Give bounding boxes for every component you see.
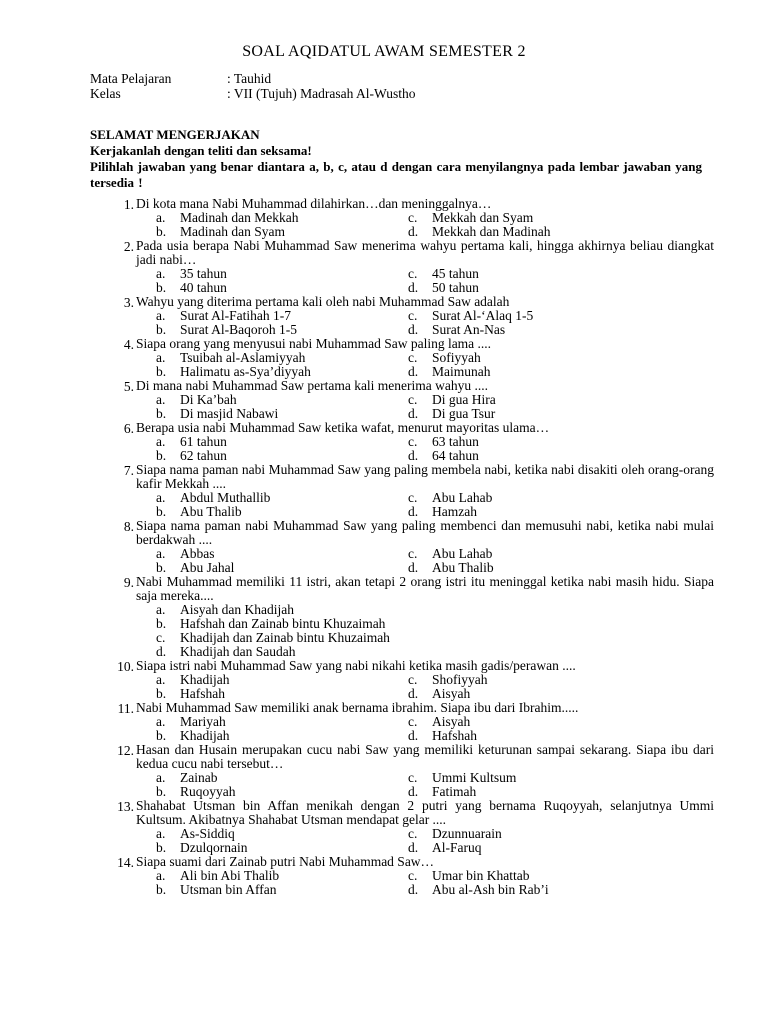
option-text: Shofiyyah bbox=[432, 672, 488, 687]
option-text: Khadijah dan Saudah bbox=[180, 644, 296, 659]
option-letter: b. bbox=[156, 728, 167, 743]
answer-option bbox=[156, 771, 408, 785]
answer-option bbox=[156, 267, 408, 281]
question-number: 2. bbox=[123, 239, 134, 254]
answer-options bbox=[156, 393, 714, 421]
answer-option bbox=[156, 393, 408, 407]
option-letter: d. bbox=[408, 322, 419, 337]
option-letter: c. bbox=[408, 434, 418, 449]
option-text: Hafshah bbox=[180, 686, 225, 701]
question-item bbox=[112, 659, 714, 701]
question-text: Nabi Muhammad Saw memiliki anak bernama ibrahim. Siapa ibu dari Ibrahim..... bbox=[136, 700, 579, 715]
question-item bbox=[112, 701, 714, 743]
answer-option bbox=[156, 631, 714, 645]
option-letter: c. bbox=[408, 350, 418, 365]
answer-option bbox=[156, 869, 408, 883]
question-number: 6. bbox=[123, 421, 134, 436]
question-number: 8. bbox=[123, 519, 134, 534]
question-text: Siapa orang yang menyusui nabi Muhammad Saw paling lama .... bbox=[136, 336, 492, 351]
option-letter: b. bbox=[156, 504, 167, 519]
option-text: 50 tahun bbox=[432, 280, 479, 295]
answer-option bbox=[156, 491, 408, 505]
answer-option bbox=[156, 729, 408, 743]
answer-option bbox=[408, 211, 648, 225]
answer-option bbox=[408, 687, 648, 701]
option-letter: c. bbox=[408, 546, 418, 561]
question-text: Di mana nabi Muhammad Saw pertama kali menerima wahyu .... bbox=[136, 378, 489, 393]
option-letter: c. bbox=[408, 392, 418, 407]
answer-option bbox=[408, 547, 648, 561]
option-letter: c. bbox=[408, 266, 418, 281]
answer-option bbox=[156, 449, 408, 463]
option-text: 61 tahun bbox=[180, 434, 227, 449]
answer-options bbox=[156, 673, 714, 701]
option-letter: b. bbox=[156, 364, 167, 379]
option-text: Di gua Tsur bbox=[432, 406, 496, 421]
meta-value: : Tauhid bbox=[227, 71, 272, 86]
instructions bbox=[90, 127, 702, 191]
option-letter: c. bbox=[408, 308, 418, 323]
answer-options bbox=[156, 827, 714, 855]
option-letter: b. bbox=[156, 224, 167, 239]
option-letter: d. bbox=[408, 280, 419, 295]
answer-option bbox=[156, 883, 408, 897]
answer-option bbox=[408, 883, 648, 897]
answer-option bbox=[408, 449, 648, 463]
option-text: Hafshah dan Zainab bintu Khuzaimah bbox=[180, 616, 386, 631]
option-text: Mekkah dan Syam bbox=[432, 210, 534, 225]
option-text: Fatimah bbox=[432, 784, 477, 799]
option-text: 35 tahun bbox=[180, 266, 227, 281]
option-text: Di masjid Nabawi bbox=[180, 406, 279, 421]
option-letter: a. bbox=[156, 490, 166, 505]
option-text: Abbas bbox=[180, 546, 215, 561]
option-text: Khadijah dan Zainab bintu Khuzaimah bbox=[180, 630, 390, 645]
question-text: Hasan dan Husain merupakan cucu nabi Saw yang memiliki keturunan sampai sekarang. Siapa ibu dari kedua cucu nabi tersebut… bbox=[136, 742, 714, 771]
question-item bbox=[112, 855, 714, 897]
question-text: Shahabat Utsman bin Affan menikah dengan 2 putri yang bernama Ruqoyyah, selanjutnya Ummi Kultsum. Akibatnya Shahabat Utsman mendapat gelar .... bbox=[136, 798, 714, 827]
answer-option bbox=[408, 281, 648, 295]
option-text: Surat Al-‘Alaq 1-5 bbox=[432, 308, 534, 323]
answer-options bbox=[156, 547, 714, 575]
option-text: Aisyah dan Khadijah bbox=[180, 602, 294, 617]
option-text: Abdul Muthallib bbox=[180, 490, 271, 505]
question-text: Siapa nama paman nabi Muhammad Saw yang paling membenci dan memusuhi nabi, ketika nabi mulai berdakwah .... bbox=[136, 518, 714, 547]
answer-option bbox=[408, 715, 648, 729]
answer-option bbox=[156, 309, 408, 323]
option-letter: b. bbox=[156, 686, 167, 701]
answer-option bbox=[408, 869, 648, 883]
answer-option bbox=[156, 785, 408, 799]
option-text: Ummi Kultsum bbox=[432, 770, 517, 785]
option-text: Madinah dan Mekkah bbox=[180, 210, 299, 225]
answer-option bbox=[408, 785, 648, 799]
answer-option bbox=[156, 505, 408, 519]
option-text: Ruqoyyah bbox=[180, 784, 236, 799]
question-text: Berapa usia nabi Muhammad Saw ketika wafat, menurut mayoritas ulama… bbox=[136, 420, 550, 435]
option-letter: a. bbox=[156, 308, 166, 323]
option-text: Maimunah bbox=[432, 364, 491, 379]
question-item bbox=[112, 421, 714, 463]
option-text: Hamzah bbox=[432, 504, 477, 519]
answer-option bbox=[156, 827, 408, 841]
answer-option bbox=[156, 617, 714, 631]
option-letter: a. bbox=[156, 770, 166, 785]
option-letter: d. bbox=[408, 406, 419, 421]
meta-label: Mata Pelajaran bbox=[90, 71, 172, 86]
page-title: SOAL AQIDATUL AWAM SEMESTER 2 bbox=[242, 43, 526, 60]
option-text: Madinah dan Syam bbox=[180, 224, 285, 239]
option-letter: d. bbox=[408, 224, 419, 239]
question-item bbox=[112, 337, 714, 379]
option-letter: c. bbox=[408, 672, 418, 687]
option-text: Abu Lahab bbox=[432, 490, 493, 505]
option-letter: a. bbox=[156, 602, 166, 617]
answer-option bbox=[156, 603, 714, 617]
option-letter: d. bbox=[408, 882, 419, 897]
answer-option bbox=[156, 561, 408, 575]
option-letter: b. bbox=[156, 406, 167, 421]
option-letter: d. bbox=[408, 448, 419, 463]
option-letter: c. bbox=[408, 714, 418, 729]
question-item bbox=[112, 575, 714, 659]
answer-options bbox=[156, 603, 714, 659]
question-text: Siapa suami dari Zainab putri Nabi Muhammad Saw… bbox=[136, 854, 435, 869]
option-text: Dzulqornain bbox=[180, 840, 248, 855]
question-text: Nabi Muhammad memiliki 11 istri, akan tetapi 2 orang istri itu meninggal ketika nabi masih hidu. Siapa saja mereka.... bbox=[136, 574, 714, 603]
option-letter: c. bbox=[408, 826, 418, 841]
option-letter: a. bbox=[156, 868, 166, 883]
option-letter: b. bbox=[156, 840, 167, 855]
option-letter: a. bbox=[156, 210, 166, 225]
option-letter: c. bbox=[408, 490, 418, 505]
option-text: 45 tahun bbox=[432, 266, 479, 281]
answer-option bbox=[408, 729, 648, 743]
answer-option bbox=[408, 561, 648, 575]
option-text: Surat Al-Fatihah 1-7 bbox=[180, 308, 291, 323]
answer-options bbox=[156, 267, 714, 295]
instruction-1: Kerjakanlah dengan teliti dan seksama! bbox=[90, 143, 312, 158]
option-text: Surat An-Nas bbox=[432, 322, 506, 337]
option-text: Halimatu as-Sya’diyyah bbox=[180, 364, 311, 379]
answer-option bbox=[408, 407, 648, 421]
question-item bbox=[112, 379, 714, 421]
option-letter: d. bbox=[408, 504, 419, 519]
answer-option bbox=[156, 687, 408, 701]
option-text: Utsman bin Affan bbox=[180, 882, 277, 897]
option-letter: b. bbox=[156, 280, 167, 295]
question-item bbox=[112, 799, 714, 855]
instruction-2: Pilihlah jawaban yang benar diantara a, b, c, atau d dengan cara menyilangnya pada lembar jawaban yang tersedia ! bbox=[90, 159, 702, 190]
answer-option bbox=[408, 841, 648, 855]
answer-option bbox=[156, 281, 408, 295]
question-number: 4. bbox=[123, 337, 134, 352]
greeting: SELAMAT MENGERJAKAN bbox=[90, 127, 260, 142]
question-number: 14. bbox=[117, 855, 134, 870]
option-letter: a. bbox=[156, 392, 166, 407]
option-text: Zainab bbox=[180, 770, 218, 785]
answer-option bbox=[408, 323, 648, 337]
option-letter: c. bbox=[408, 868, 418, 883]
answer-option bbox=[156, 645, 714, 659]
answer-option bbox=[156, 715, 408, 729]
question-number: 7. bbox=[123, 463, 134, 478]
answer-option bbox=[408, 505, 648, 519]
answer-option bbox=[408, 309, 648, 323]
option-letter: c. bbox=[408, 210, 418, 225]
option-letter: a. bbox=[156, 826, 166, 841]
option-text: Aisyah bbox=[432, 686, 471, 701]
answer-option bbox=[156, 225, 408, 239]
option-text: 62 tahun bbox=[180, 448, 227, 463]
question-item bbox=[112, 239, 714, 295]
option-text: Tsuibah al-Aslamiyyah bbox=[180, 350, 306, 365]
answer-option bbox=[156, 351, 408, 365]
question-number: 10. bbox=[117, 659, 134, 674]
option-letter: d. bbox=[408, 560, 419, 575]
answer-option bbox=[408, 393, 648, 407]
question-text: Pada usia berapa Nabi Muhammad Saw menerima wahyu pertama kali, hingga akhirnya beliau diangkat jadi nabi… bbox=[136, 238, 714, 267]
option-letter: d. bbox=[408, 840, 419, 855]
question-text: Di kota mana Nabi Muhammad dilahirkan…dan meninggalnya… bbox=[136, 196, 492, 211]
answer-option bbox=[156, 323, 408, 337]
answer-option bbox=[156, 407, 408, 421]
option-letter: a. bbox=[156, 434, 166, 449]
answer-options bbox=[156, 771, 714, 799]
answer-option bbox=[408, 827, 648, 841]
meta-value: : VII (Tujuh) Madrasah Al-Wustho bbox=[227, 86, 416, 101]
option-text: Di Ka’bah bbox=[180, 392, 237, 407]
question-number: 1. bbox=[123, 197, 134, 212]
question-text: Siapa nama paman nabi Muhammad Saw yang paling membela nabi, ketika nabi disakiti oleh orang-orang kafir Mekkah .... bbox=[136, 462, 714, 491]
question-item bbox=[112, 197, 714, 239]
option-letter: a. bbox=[156, 714, 166, 729]
option-text: Mariyah bbox=[180, 714, 226, 729]
answer-options bbox=[156, 715, 714, 743]
question-number: 3. bbox=[123, 295, 134, 310]
option-letter: a. bbox=[156, 266, 166, 281]
question-list bbox=[112, 197, 714, 897]
option-letter: d. bbox=[408, 728, 419, 743]
answer-options bbox=[156, 309, 714, 337]
option-text: Di gua Hira bbox=[432, 392, 496, 407]
option-text: Abu Thalib bbox=[432, 560, 494, 575]
answer-option bbox=[156, 841, 408, 855]
answer-option bbox=[408, 267, 648, 281]
answer-option bbox=[408, 491, 648, 505]
meta-label: Kelas bbox=[90, 86, 121, 101]
question-number: 11. bbox=[117, 701, 134, 716]
option-text: Khadijah bbox=[180, 728, 230, 743]
option-letter: d. bbox=[408, 364, 419, 379]
option-letter: b. bbox=[156, 882, 167, 897]
question-item bbox=[112, 519, 714, 575]
option-letter: a. bbox=[156, 546, 166, 561]
option-letter: a. bbox=[156, 672, 166, 687]
option-text: Khadijah bbox=[180, 672, 230, 687]
question-item bbox=[112, 743, 714, 799]
question-item bbox=[112, 295, 714, 337]
answer-option bbox=[408, 771, 648, 785]
option-letter: d. bbox=[156, 644, 167, 659]
question-text: Wahyu yang diterima pertama kali oleh nabi Muhammad Saw adalah bbox=[136, 294, 510, 309]
answer-option bbox=[408, 351, 648, 365]
question-number: 9. bbox=[123, 575, 134, 590]
answer-options bbox=[156, 435, 714, 463]
question-item bbox=[112, 463, 714, 519]
option-letter: b. bbox=[156, 784, 167, 799]
question-number: 12. bbox=[117, 743, 134, 758]
option-text: Al-Faruq bbox=[432, 840, 482, 855]
option-text: Abu al-Ash bin Rab’i bbox=[432, 882, 549, 897]
option-text: Aisyah bbox=[432, 714, 471, 729]
option-text: Abu Jahal bbox=[180, 560, 235, 575]
answer-options bbox=[156, 869, 714, 897]
answer-option bbox=[156, 547, 408, 561]
option-text: 40 tahun bbox=[180, 280, 227, 295]
option-text: Sofiyyah bbox=[432, 350, 481, 365]
answer-option bbox=[156, 211, 408, 225]
option-text: As-Siddiq bbox=[180, 826, 235, 841]
option-letter: b. bbox=[156, 322, 167, 337]
answer-options bbox=[156, 491, 714, 519]
option-text: Umar bin Khattab bbox=[432, 868, 530, 883]
option-text: 63 tahun bbox=[432, 434, 479, 449]
answer-option bbox=[156, 365, 408, 379]
option-letter: a. bbox=[156, 350, 166, 365]
answer-options bbox=[156, 351, 714, 379]
option-text: Surat Al-Baqoroh 1-5 bbox=[180, 322, 297, 337]
option-letter: d. bbox=[408, 784, 419, 799]
answer-option bbox=[408, 435, 648, 449]
answer-option bbox=[408, 673, 648, 687]
question-number: 5. bbox=[123, 379, 134, 394]
option-text: Ali bin Abi Thalib bbox=[180, 868, 280, 883]
option-letter: b. bbox=[156, 616, 167, 631]
answer-option bbox=[408, 365, 648, 379]
option-text: Dzunnuarain bbox=[432, 826, 502, 841]
option-letter: b. bbox=[156, 448, 167, 463]
option-letter: d. bbox=[408, 686, 419, 701]
option-text: 64 tahun bbox=[432, 448, 479, 463]
answer-options bbox=[156, 211, 714, 239]
answer-option bbox=[156, 435, 408, 449]
option-letter: b. bbox=[156, 560, 167, 575]
option-letter: c. bbox=[156, 630, 166, 645]
option-text: Hafshah bbox=[432, 728, 477, 743]
question-number: 13. bbox=[117, 799, 134, 814]
option-text: Abu Lahab bbox=[432, 546, 493, 561]
option-text: Mekkah dan Madinah bbox=[432, 224, 551, 239]
question-text: Siapa istri nabi Muhammad Saw yang nabi nikahi ketika masih gadis/perawan .... bbox=[136, 658, 576, 673]
option-letter: c. bbox=[408, 770, 418, 785]
answer-option bbox=[408, 225, 648, 239]
answer-option bbox=[156, 673, 408, 687]
option-text: Abu Thalib bbox=[180, 504, 242, 519]
